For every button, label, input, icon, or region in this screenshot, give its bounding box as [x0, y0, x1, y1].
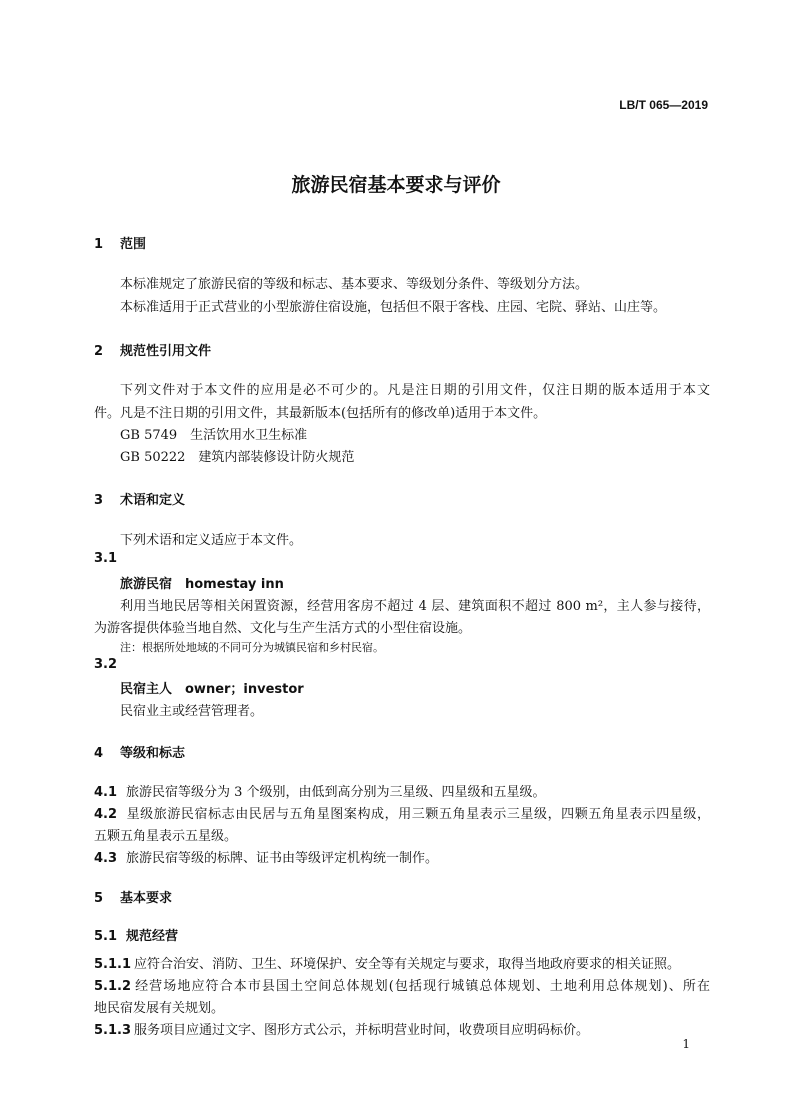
- page-number: 1: [682, 1037, 690, 1051]
- clause-text: 服务项目应通过文字、图形方式公示，并标明营业时间，收费项目应明码标价。: [134, 1023, 590, 1038]
- section-number: 3: [94, 493, 104, 508]
- section-title: 术语和定义: [120, 493, 186, 508]
- clause-4-2-line-1: [94, 803, 710, 822]
- section-number: 5: [94, 891, 104, 906]
- clause-4-2-line-2: 五颗五角星表示五星级。: [94, 829, 238, 844]
- clause-4-3: [94, 847, 438, 866]
- section-1-paragraph-1: 本标准规定了旅游民宿的等级和标志、基本要求、等级划分条件、等级划分方法。: [120, 277, 589, 292]
- document-title: 旅游民宿基本要求与评价: [291, 174, 501, 196]
- section-number: 2: [94, 344, 104, 359]
- section-title: 基本要求: [120, 891, 173, 906]
- clause-5-1-2-line-2: 地民宿发展有关规划。: [94, 1001, 225, 1016]
- section-title: 范围: [120, 237, 147, 252]
- section-1-heading: [94, 233, 146, 252]
- clause-text: 经营场地应符合本市县国土空间总体规划(包括现行城镇总体规划、土地利用总体规划)、所在: [134, 979, 710, 994]
- clause-text: 应符合治安、消防、卫生、环境保护、安全等有关规定与要求，取得当地政府要求的相关证照。: [134, 957, 681, 972]
- section-1-paragraph-2: 本标准适用于正式营业的小型旅游住宿设施，包括但不限于客栈、庄园、宅院、驿站、山庄等。: [120, 300, 667, 315]
- clause-number: 5.1.2: [94, 979, 132, 994]
- section-3-heading: [94, 489, 185, 508]
- term-2-number: 3.2: [94, 657, 118, 672]
- subsection-number: 5.1: [94, 929, 118, 944]
- clause-5-1-3: [94, 1019, 589, 1038]
- clause-text: 星级旅游民宿标志由民居与五角星图案构成，用三颗五角星表示三星级，四颗五角星表示四星级，: [126, 807, 710, 822]
- clause-number: 5.1.3: [94, 1023, 132, 1038]
- section-5-heading: [94, 887, 172, 906]
- clause-number: 5.1.1: [94, 957, 132, 972]
- term-1-name: 旅游民宿 homestay inn: [120, 577, 284, 592]
- clause-number: 4.1: [94, 785, 118, 800]
- term-1-definition-line-1: 利用当地民居等相关闲置资源，经营用客房不超过 4 层、建筑面积不超过 800 m²，主人参与接待，: [120, 599, 710, 614]
- section-number: 4: [94, 746, 104, 761]
- clause-number: 4.3: [94, 851, 118, 866]
- clause-5-1-1: [94, 953, 680, 972]
- section-2-paragraph-line-2: 件。凡是不注日期的引用文件，其最新版本(包括所有的修改单)适用于本文件。: [94, 406, 547, 421]
- section-number: 1: [94, 237, 104, 252]
- standard-number: LB/T 065—2019: [619, 98, 708, 112]
- term-1-number: 3.1: [94, 551, 118, 566]
- subsection-5-1-heading: [94, 925, 178, 944]
- section-4-heading: [94, 742, 185, 761]
- clause-text: 旅游民宿等级分为 3 个级别，由低到高分别为三星级、四星级和五星级。: [126, 785, 546, 800]
- section-title: 规范性引用文件: [120, 344, 212, 359]
- section-title: 等级和标志: [120, 746, 186, 761]
- term-1-definition-line-2: 为游客提供体验当地自然、文化与生产生活方式的小型住宿设施。: [94, 621, 472, 636]
- clause-4-1: [94, 781, 546, 800]
- term-2-name: 民宿主人 owner；investor: [120, 682, 304, 697]
- subsection-title: 规范经营: [126, 929, 179, 944]
- section-2-paragraph-line-1: 下列文件对于本文件的应用是必不可少的。凡是注日期的引用文件，仅注日期的版本适用于本文: [120, 383, 710, 398]
- clause-number: 4.2: [94, 807, 118, 822]
- section-3-intro: 下列术语和定义适应于本文件。: [120, 533, 303, 548]
- term-1-note: 注：根据所处地域的不同可分为城镇民宿和乡村民宿。: [120, 641, 384, 654]
- normative-reference-2: GB 50222 建筑内部装修设计防火规范: [120, 450, 355, 465]
- clause-text: 旅游民宿等级的标牌、证书由等级评定机构统一制作。: [126, 851, 439, 866]
- term-2-definition: 民宿业主或经营管理者。: [120, 704, 264, 719]
- normative-reference-1: GB 5749 生活饮用水卫生标准: [120, 428, 308, 443]
- section-2-heading: [94, 340, 211, 359]
- clause-5-1-2-line-1: [94, 975, 710, 994]
